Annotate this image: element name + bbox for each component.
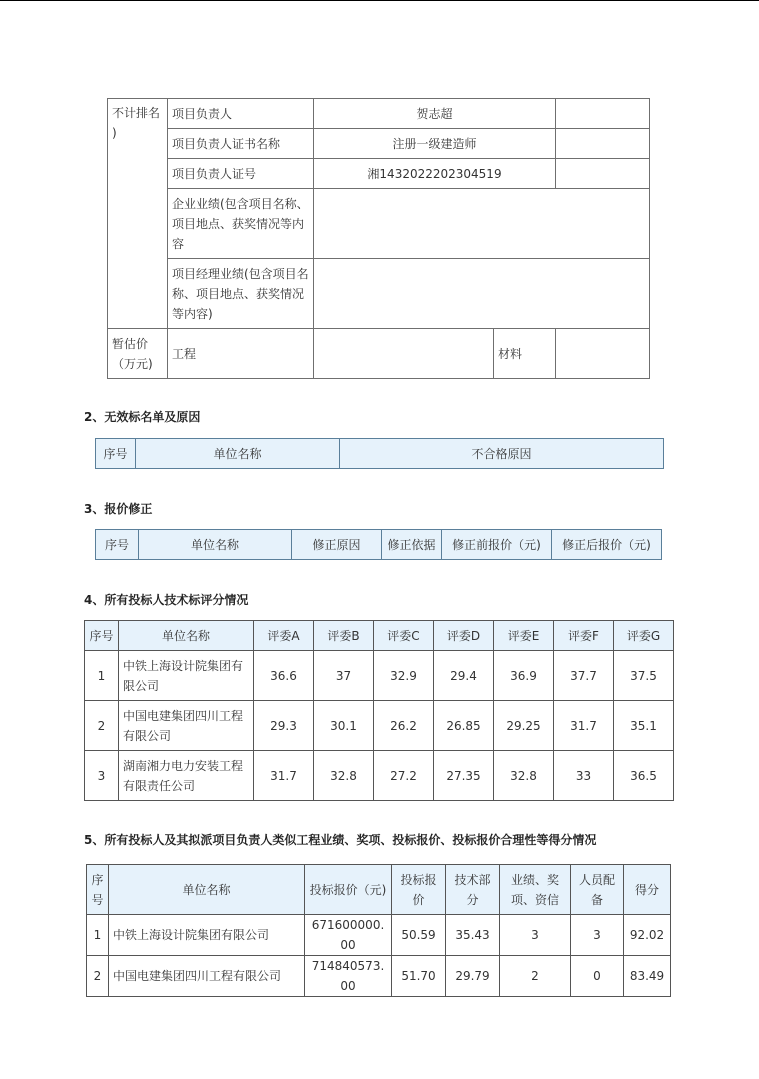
- table-row: [87, 956, 671, 997]
- table-cell: 671600000.00: [305, 915, 392, 956]
- table-cell: 29.79: [446, 956, 500, 997]
- column-header: 序号: [96, 530, 139, 560]
- page-top-border: [0, 0, 759, 1]
- empty-cell: [556, 129, 650, 159]
- column-header: 序号: [87, 865, 109, 915]
- section5-heading: 5、所有投标人及其拟派项目负责人类似工程业绩、奖项、投标报价、投标报价合理性等得分情况: [84, 833, 597, 847]
- column-header: 评委E: [494, 621, 554, 651]
- column-header: 序号: [85, 621, 119, 651]
- table-cell: 33: [554, 751, 614, 801]
- column-header: 评委A: [254, 621, 314, 651]
- column-header: 业绩、奖项、资信: [500, 865, 571, 915]
- row-label: 项目负责人: [168, 99, 314, 129]
- empty-cell: [556, 99, 650, 129]
- table-cell: 35.43: [446, 915, 500, 956]
- table-cell: 3: [500, 915, 571, 956]
- table-cell: 湖南湘力电力安装工程有限责任公司: [119, 751, 254, 801]
- table-cell: 32.8: [314, 751, 374, 801]
- table-cell: 35.1: [614, 701, 674, 751]
- estimate-engineering-value: [314, 329, 494, 379]
- column-header: 人员配备: [571, 865, 624, 915]
- estimate-engineering-label: 工程: [168, 329, 314, 379]
- table-cell: 1: [85, 651, 119, 701]
- column-header: 评委F: [554, 621, 614, 651]
- column-header: 评委C: [374, 621, 434, 651]
- table-cell: 2: [87, 956, 109, 997]
- table-cell: 中国电建集团四川工程有限公司: [109, 956, 305, 997]
- table-cell: 36.6: [254, 651, 314, 701]
- project-info-table: [107, 98, 650, 379]
- table-cell: 30.1: [314, 701, 374, 751]
- table-cell: 37.5: [614, 651, 674, 701]
- table-cell: 50.59: [392, 915, 446, 956]
- table-cell: 31.7: [254, 751, 314, 801]
- column-header: 评委B: [314, 621, 374, 651]
- table-cell: 36.5: [614, 751, 674, 801]
- table-cell: 92.02: [624, 915, 671, 956]
- column-header: 单位名称: [119, 621, 254, 651]
- column-header: 修正后报价（元): [552, 530, 662, 560]
- column-header: 单位名称: [139, 530, 292, 560]
- row-value: [314, 259, 650, 329]
- column-header: 不合格原因: [340, 439, 664, 469]
- column-header: 修正依据: [382, 530, 442, 560]
- table-cell: 51.70: [392, 956, 446, 997]
- section3-heading: 3、报价修正: [84, 502, 153, 516]
- row-label: 项目经理业绩(包含项目名称、项目地点、获奖情况等内容): [168, 259, 314, 329]
- table-cell: 37.7: [554, 651, 614, 701]
- table-cell: 29.4: [434, 651, 494, 701]
- table-cell: 32.8: [494, 751, 554, 801]
- row-label: 企业业绩(包含项目名称、项目地点、获奖情况等内容: [168, 189, 314, 259]
- table-row: [85, 751, 674, 801]
- table-cell: 32.9: [374, 651, 434, 701]
- table-cell: 27.35: [434, 751, 494, 801]
- column-header: 投标报价（元): [305, 865, 392, 915]
- column-header: 技术部分: [446, 865, 500, 915]
- table-row: [87, 915, 671, 956]
- technical-score-table: [84, 620, 674, 801]
- table-cell: 27.2: [374, 751, 434, 801]
- column-header: 修正前报价（元): [442, 530, 552, 560]
- estimate-material-value: [556, 329, 650, 379]
- row-value: 注册一级建造师: [314, 129, 556, 159]
- column-header: 评委G: [614, 621, 674, 651]
- row-label: 项目负责人证号: [168, 159, 314, 189]
- table-row: [85, 651, 674, 701]
- column-header: 得分: [624, 865, 671, 915]
- column-header: 单位名称: [109, 865, 305, 915]
- row-value: [314, 189, 650, 259]
- column-header: 单位名称: [136, 439, 340, 469]
- estimate-material-label: 材料: [494, 329, 556, 379]
- table-cell: 29.25: [494, 701, 554, 751]
- column-header: 修正原因: [292, 530, 382, 560]
- table-cell: 37: [314, 651, 374, 701]
- table-cell: 29.3: [254, 701, 314, 751]
- row-label: 项目负责人证书名称: [168, 129, 314, 159]
- side-label-ranking: 不计排名 ): [108, 99, 168, 329]
- table-cell: 中铁上海设计院集团有限公司: [119, 651, 254, 701]
- price-correction-table: [95, 529, 662, 560]
- table-cell: 中铁上海设计院集团有限公司: [109, 915, 305, 956]
- section2-heading: 2、无效标名单及原因: [84, 410, 201, 424]
- overall-score-table: [86, 864, 671, 997]
- table-cell: 0: [571, 956, 624, 997]
- column-header: 序号: [96, 439, 136, 469]
- empty-cell: [556, 159, 650, 189]
- row-value: 贺志超: [314, 99, 556, 129]
- table-cell: 中国电建集团四川工程有限公司: [119, 701, 254, 751]
- table-cell: 714840573.00: [305, 956, 392, 997]
- table-cell: 26.2: [374, 701, 434, 751]
- column-header: 投标报价: [392, 865, 446, 915]
- table-cell: 26.85: [434, 701, 494, 751]
- invalid-bids-table: [95, 438, 664, 469]
- row-value: 湘1432022202304519: [314, 159, 556, 189]
- column-header: 评委D: [434, 621, 494, 651]
- table-cell: 1: [87, 915, 109, 956]
- estimate-label: 暂估价（万元): [108, 329, 168, 379]
- section4-heading: 4、所有投标人技术标评分情况: [84, 593, 249, 607]
- table-cell: 31.7: [554, 701, 614, 751]
- table-cell: 2: [85, 701, 119, 751]
- table-cell: 3: [85, 751, 119, 801]
- table-row: [85, 701, 674, 751]
- table-cell: 36.9: [494, 651, 554, 701]
- table-cell: 3: [571, 915, 624, 956]
- table-cell: 83.49: [624, 956, 671, 997]
- table-cell: 2: [500, 956, 571, 997]
